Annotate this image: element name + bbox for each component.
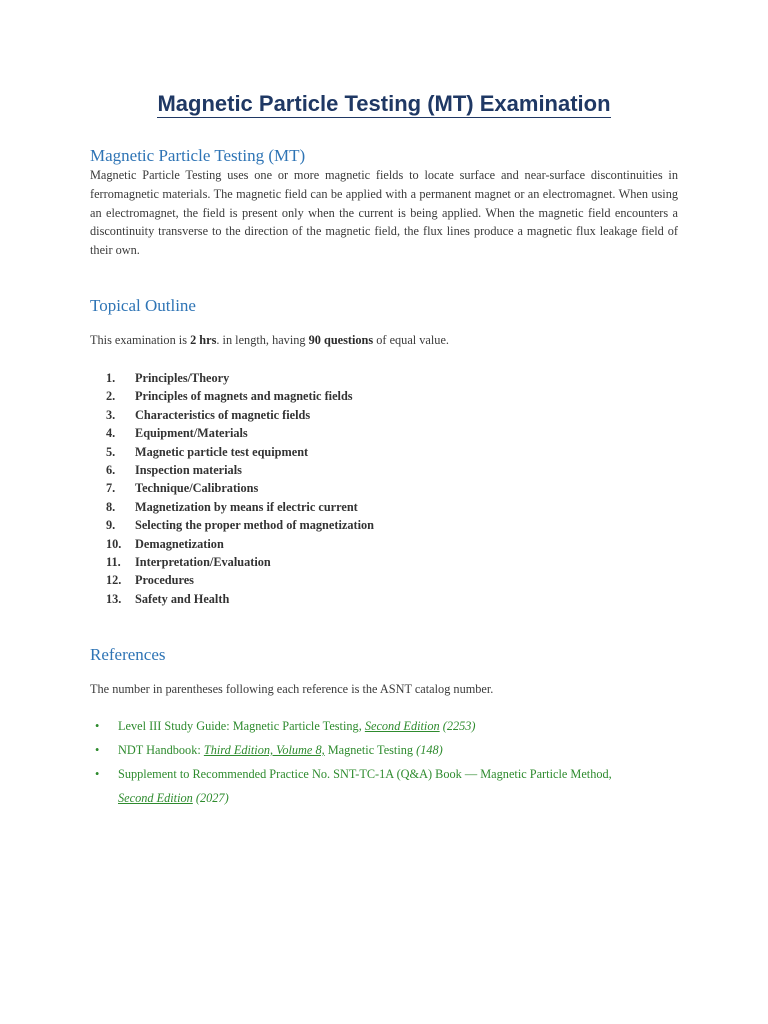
outline-item-label: Safety and Health: [135, 591, 230, 606]
bullet-icon: •: [95, 767, 100, 781]
bullet-icon: •: [95, 743, 100, 757]
exam-description: [90, 333, 449, 348]
outline-item: [90, 479, 374, 497]
outline-item-number: 7.: [106, 481, 116, 496]
outline-item: [90, 571, 374, 589]
intro-paragraph: Magnetic Particle Testing uses one or more magnetic fields to locate surface and near-surface discontinuities in ferromagnetic materials. The magnetic field can be applied with a permanent magnet or an electromagnet. When using an electromagnet, the field is present only when the current is being applied. When the magnetic field encounters a discontinuity transverse to the direction of the magnetic field, the flux lines produce a magnetic flux leakage field of their own.: [90, 168, 678, 258]
outline-item-label: Demagnetization: [135, 536, 224, 551]
outline-item-label: Interpretation/Evaluation: [135, 554, 271, 569]
reference-catalog-number: (2027): [195, 791, 229, 805]
topical-outline-list: [90, 369, 374, 608]
outline-item: [90, 498, 374, 516]
outline-item-label: Magnetic particle test equipment: [135, 444, 309, 459]
reference-edition-link[interactable]: Third Edition, Volume 8,: [203, 743, 325, 757]
outline-item-number: 11.: [106, 554, 121, 569]
outline-item: [90, 424, 374, 442]
outline-item-number: 1.: [106, 371, 116, 385]
outline-item-label: Characteristics of magnetic fields: [135, 407, 311, 422]
outline-item-label: Equipment/Materials: [135, 426, 248, 441]
outline-item-number: 6.: [106, 462, 116, 477]
outline-item-number: 8.: [106, 499, 116, 514]
outline-item-label: Principles of magnets and magnetic fields: [135, 389, 353, 404]
outline-item-number: 5.: [106, 444, 116, 459]
document-title-text: Magnetic Particle Testing (MT) Examination: [157, 91, 611, 116]
outline-item: [90, 443, 374, 461]
exam-text-3: of equal value.: [373, 333, 449, 347]
outline-item-number: 2.: [106, 389, 116, 404]
outline-item: [90, 387, 374, 405]
outline-heading: Topical Outline: [90, 296, 196, 315]
document-title: [0, 91, 768, 117]
outline-item-label: Selecting the proper method of magnetization: [135, 518, 374, 533]
outline-item: [90, 590, 374, 608]
outline-item: [90, 535, 374, 553]
bullet-icon: •: [95, 719, 100, 733]
reference-text: NDT Handbook:: [118, 743, 204, 757]
outline-item-number: 13.: [106, 591, 122, 606]
outline-item-label: Principles/Theory: [135, 371, 230, 385]
outline-item-label: Inspection materials: [135, 462, 242, 477]
outline-item-label: Magnetization by means if electric current: [135, 499, 358, 514]
outline-item: [90, 369, 374, 387]
reference-edition-link[interactable]: Second Edition: [118, 791, 193, 805]
outline-item: [90, 516, 374, 534]
outline-item-number: 12.: [106, 573, 122, 588]
outline-item: [90, 553, 374, 571]
outline-item: [90, 461, 374, 479]
references-heading: References: [90, 645, 166, 664]
reference-item: [90, 738, 650, 762]
reference-text: Supplement to Recommended Practice No. SNT-TC-1A (Q&A) Book — Magnetic Particle Method,: [118, 767, 612, 781]
references-list: [90, 714, 650, 810]
outline-item-number: 3.: [106, 407, 116, 422]
reference-item: [90, 762, 650, 810]
reference-edition-link[interactable]: Second Edition: [364, 719, 440, 733]
reference-text-after: Magnetic Testing: [324, 743, 417, 757]
reference-catalog-number: (2253): [442, 719, 476, 733]
reference-text: Level III Study Guide: Magnetic Particle Testing,: [118, 719, 365, 733]
exam-text-2: . in length, having: [216, 333, 309, 347]
reference-catalog-number: (148): [416, 743, 443, 757]
outline-item-label: Procedures: [135, 573, 194, 588]
reference-item: [90, 714, 650, 738]
outline-item-number: 10.: [106, 536, 122, 551]
exam-length: 2 hrs: [190, 333, 217, 347]
outline-item-label: Technique/Calibrations: [135, 481, 259, 496]
references-intro: The number in parentheses following each reference is the ASNT catalog number.: [90, 682, 494, 696]
outline-item-number: 9.: [106, 518, 116, 533]
outline-item-number: 4.: [106, 426, 116, 441]
outline-item: [90, 406, 374, 424]
intro-heading: Magnetic Particle Testing (MT): [90, 146, 306, 165]
exam-questions: 90 questions: [308, 333, 374, 347]
exam-text-1: This examination is: [90, 333, 191, 347]
